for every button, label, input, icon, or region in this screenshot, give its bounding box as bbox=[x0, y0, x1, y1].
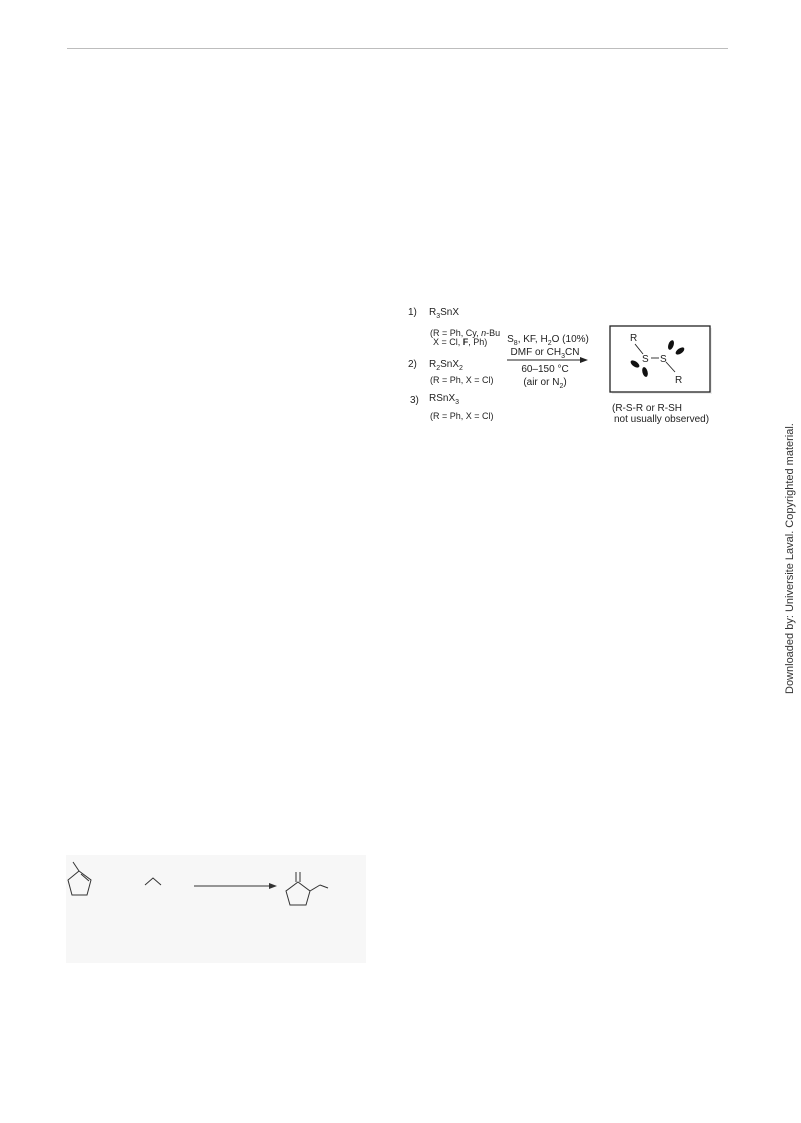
footnote-line-1: (R-S-R or R-SH bbox=[612, 403, 682, 414]
entry-1-note-line1: (R = Ph, Cy, n-Bu bbox=[430, 328, 501, 338]
entry-2-number: 2) bbox=[408, 359, 417, 370]
product-r-top: R bbox=[630, 333, 638, 344]
reaction-arrowhead bbox=[580, 357, 588, 363]
conditions-line-1: $S_8$, KF, $H_2O$ (10%) bbox=[507, 334, 589, 347]
header-rule bbox=[67, 48, 728, 49]
entry-1-formula: $R_3SnX$ bbox=[429, 307, 460, 320]
methylenecyclopentane-product bbox=[286, 872, 328, 905]
footnote-line-2: not usually observed) bbox=[614, 414, 710, 425]
side-watermark bbox=[777, 423, 801, 694]
entry-1-number: 1) bbox=[408, 307, 417, 318]
entry-2-note: (R = Ph, X = Cl) bbox=[430, 375, 494, 385]
conditions-line-2: DMF or $CH_3CN$ bbox=[510, 347, 580, 360]
conditions-line-4: (air or $N_2$) bbox=[523, 377, 567, 390]
product-s1: S bbox=[642, 354, 649, 365]
reaction-scheme bbox=[400, 300, 730, 430]
alkene-fragment bbox=[145, 878, 161, 885]
lower-reaction-figure bbox=[66, 855, 366, 963]
methylcyclopentene bbox=[68, 862, 91, 895]
lower-reaction-drawing bbox=[66, 855, 366, 963]
lower-arrowhead bbox=[269, 883, 277, 889]
entry-3-number: 3) bbox=[410, 395, 419, 406]
product-r-bottom: R bbox=[675, 375, 683, 386]
entry-2-formula: $R_2SnX_2$ bbox=[429, 359, 463, 372]
entry-3-formula: RSnX$_3$ bbox=[429, 393, 460, 406]
watermark-text: Downloaded by: Universite Laval. Copyrighted material. bbox=[784, 423, 796, 694]
entry-3-note: (R = Ph, X = Cl) bbox=[430, 411, 494, 421]
conditions-line-3: 60–150 °C bbox=[521, 364, 569, 375]
entry-1-note-line2: X = Cl, F, Ph) bbox=[433, 337, 488, 347]
product-s2: S bbox=[660, 354, 667, 365]
